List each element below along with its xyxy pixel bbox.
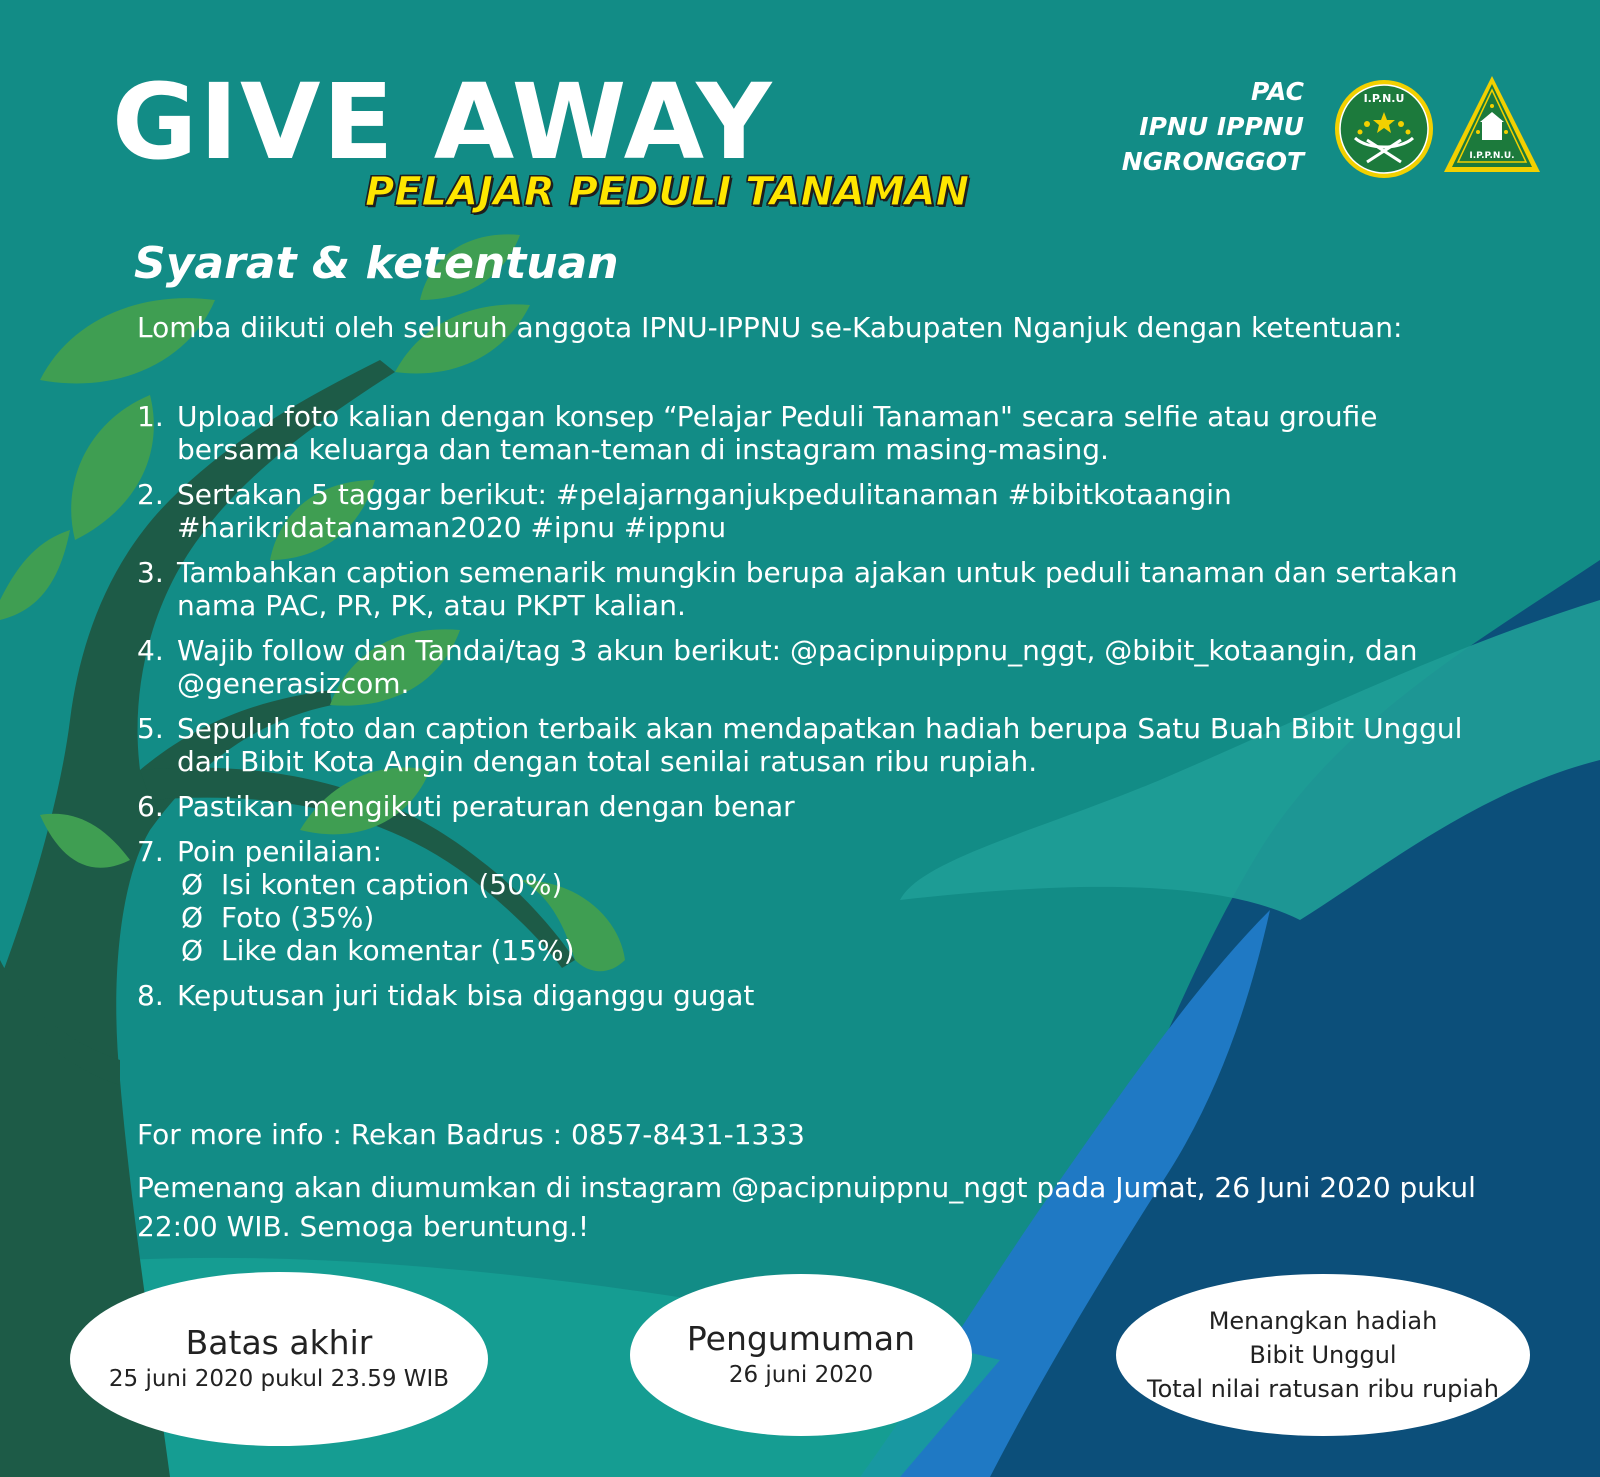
prize-card [1116,1274,1530,1436]
ippnu-logo [1442,74,1542,176]
deadline-card [70,1272,488,1446]
scoring-item [181,934,1477,967]
rule-item [137,835,1477,967]
prize-line: Total nilai ratusan ribu rupiah [1147,1375,1499,1403]
intro-text: Lomba diikuti oleh seluruh anggota IPNU-IPPNU se-Kabupaten Nganjuk dengan ketentuan: [137,311,1403,344]
bullet-icon: Ø [181,901,204,934]
prize-line: Bibit Unggul [1249,1341,1397,1369]
rule-text: Tambahkan caption semenarik mungkin berupa ajakan untuk peduli tanaman dan sertakan nama PAC, PR, PK, atau PKPT kalian. [177,556,1458,622]
rule-number: 3. [137,556,164,589]
org-line: IPNU IPPNU [1139,112,1304,141]
scoring-text: Foto (35%) [221,901,375,934]
rule-number: 4. [137,634,164,667]
rule-number: 5. [137,712,164,745]
rule-number: 6. [137,790,164,823]
contact-info: For more info : Rekan Badrus : 0857-8431-1333 [137,1118,805,1151]
deadline-detail: 25 juni 2020 pukul 23.59 WIB [108,1366,450,1392]
rule-text: Keputusan juri tidak bisa diganggu gugat [177,979,755,1012]
scoring-text: Like dan komentar (15%) [221,934,575,967]
scoring-item [181,901,1477,934]
prize-line: Menangkan hadiah [1208,1307,1438,1335]
section-heading: Syarat & ketentuan [134,238,619,289]
subtitle: PELAJAR PEDULI TANAMAN [365,169,970,215]
rule-item [137,979,1477,1012]
org-line: PAC [1251,77,1304,106]
scoring-list [177,868,1477,967]
rule-text: Sepuluh foto dan caption terbaik akan mendapatkan hadiah berupa Satu Buah Bibit Unggul dari Bibit Kota Angin dengan total senilai ratusan ribu rupiah. [177,712,1463,778]
ipnu-logo [1333,78,1435,180]
rule-number: 1. [137,400,164,433]
deadline-title: Batas akhir [185,1323,373,1362]
rule-item [137,634,1477,700]
scoring-item [181,868,1477,901]
announcement-card [630,1274,972,1436]
rule-text: Upload foto kalian dengan konsep “Pelajar Peduli Tanaman" secara selfie atau groufie bersama keluarga dan teman-teman di instagram masing-masing. [177,400,1378,466]
bullet-icon: Ø [181,934,204,967]
rule-text: Poin penilaian: [177,835,383,868]
rule-item [137,556,1477,622]
rule-text: Pastikan mengikuti peraturan dengan benar [177,790,795,823]
rule-item [137,400,1477,466]
rule-text: Sertakan 5 taggar berikut: #pelajarnganjukpedulitanaman #bibitkotaangin #harikridatanaman2020 #ipnu #ippnu [177,478,1232,544]
rules-list [137,400,1477,1024]
rule-number: 2. [137,478,164,511]
announcement-date: 26 juni 2020 [728,1362,874,1388]
title: GIVE AWAY [112,61,774,183]
rule-item [137,712,1477,778]
rule-number: 7. [137,835,164,868]
organization-name [1122,74,1304,179]
rule-item [137,790,1477,823]
org-line: NGRONGGOT [1121,147,1304,176]
bullet-icon: Ø [181,868,204,901]
rule-text: Wajib follow dan Tandai/tag 3 akun berikut: @pacipnuippnu_nggt, @bibit_kotaangin, dan @generasizcom. [177,634,1418,700]
announcement-text: Pemenang akan diumumkan di instagram @pacipnuippnu_nggt pada Jumat, 26 Juni 2020 pukul 22:00 WIB. Semoga beruntung.! [137,1171,1476,1243]
ippnu-logo-text: I.P.P.N.U. [1469,151,1515,161]
rule-number: 8. [137,979,164,1012]
rule-item [137,478,1477,544]
scoring-text: Isi konten caption (50%) [221,868,563,901]
announcement-title: Pengumuman [686,1319,916,1358]
ipnu-logo-text: I.P.N.U [1363,92,1405,105]
